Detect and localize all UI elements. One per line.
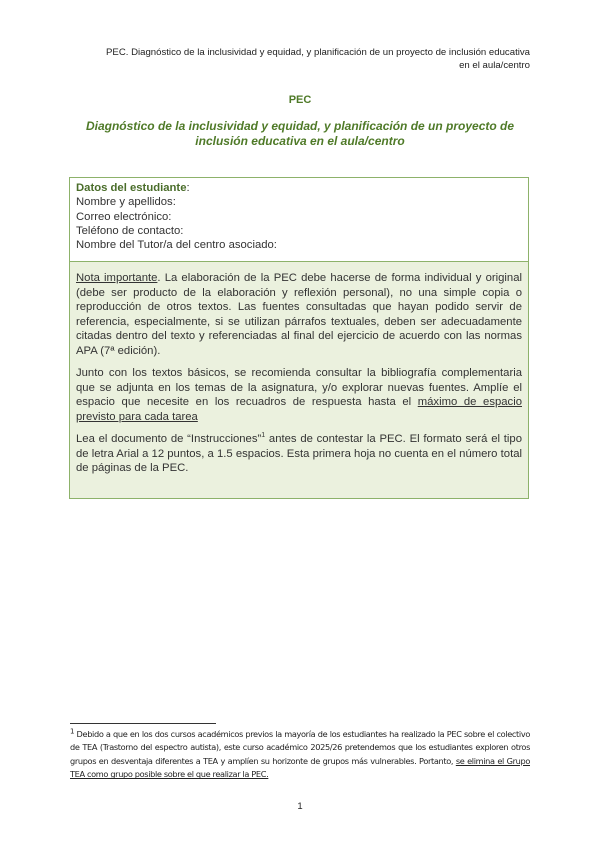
running-header-line-2: en el aula/centro [459, 60, 530, 71]
running-header [60, 46, 530, 72]
important-notes-section [70, 262, 528, 498]
footnote-text: Debido a que en los dos cursos académicos previos la mayoría de los estudiantes ha realizado la PEC sobre el colectivo de TEA (Trastorno del espectro autista), este curso académico 2025/26 pretendemos que los estudiantes exploren otros grupos en desventaja diferentes a TEA y amplíen su horizonte de grupos más vulnerables. Portanto, [70, 729, 530, 766]
info-box [69, 177, 529, 499]
field-email: Correo electrónico: [76, 210, 172, 223]
student-data-section [70, 178, 528, 262]
student-data-heading: Datos del estudiante [76, 182, 187, 194]
student-data-heading-colon: : [186, 182, 190, 194]
footnote [70, 728, 530, 782]
footnote-separator [70, 723, 216, 724]
note-paragraph-3-after: antes de contestar la PEC. El formato será el tipo de letra Arial a 12 puntos, a 1.5 espacios. Esta primera hoja no cuenta en el número total de páginas de la PEC. [76, 433, 522, 474]
footnote-reference[interactable]: 1 [261, 432, 266, 440]
field-phone: Teléfono de contacto: [76, 224, 184, 237]
note-max-space-underlined: máximo de espacio previsto para cada tarea [76, 396, 522, 423]
note-paragraph-2-text: Junto con los textos básicos, se recomienda consultar la bibliografía complementaria que se adjunta en los temas de la asignatura, y/o explorar nuevas fuentes. Amplíe el espacio que necesite en los recuadros de respuesta hasta el [76, 367, 522, 408]
document-title: PEC [288, 94, 312, 106]
field-tutor: Nombre del Tutor/a del centro asociado: [76, 239, 277, 252]
note-paragraph-3-before: Lea el documento de “Instrucciones” [76, 433, 262, 445]
footnote-underlined-text: se elimina el Grupo TEA como grupo posible sobre el que realizar la PEC. [70, 755, 530, 780]
note-paragraph-3 [76, 432, 522, 476]
field-name: Nombre y apellidos: [76, 196, 176, 209]
note-important-label: Nota importante [76, 272, 158, 284]
note-paragraph-1-text: . La elaboración de la PEC debe hacerse de forma individual y original (debe ser producto de la elaboración y reflexión personal), no una simple copia o reproducción de otros textos. Las fuentes consultadas que hayan podido servir de referencia, especialmente, si se utilizan párrafos textuales, deben ser adecuadamente citadas dentro del texto y referenciadas al final del ejercicio de acuerdo con las normas APA (7ª edición). [76, 272, 522, 357]
footnote-marker: 1 [70, 727, 75, 736]
note-paragraph-2 [76, 366, 522, 424]
document-subtitle: Diagnóstico de la inclusividad y equidad, y planificación de un proyecto de inclusión educativa en el aula/centro [85, 119, 515, 148]
running-header-line-1: PEC. Diagnóstico de la inclusividad y equidad, y planificación de un proyecto de inclusión educativa [106, 47, 530, 58]
note-paragraph-1 [76, 271, 522, 358]
page-number: 1 [297, 801, 303, 812]
student-data-heading-line [76, 181, 522, 195]
